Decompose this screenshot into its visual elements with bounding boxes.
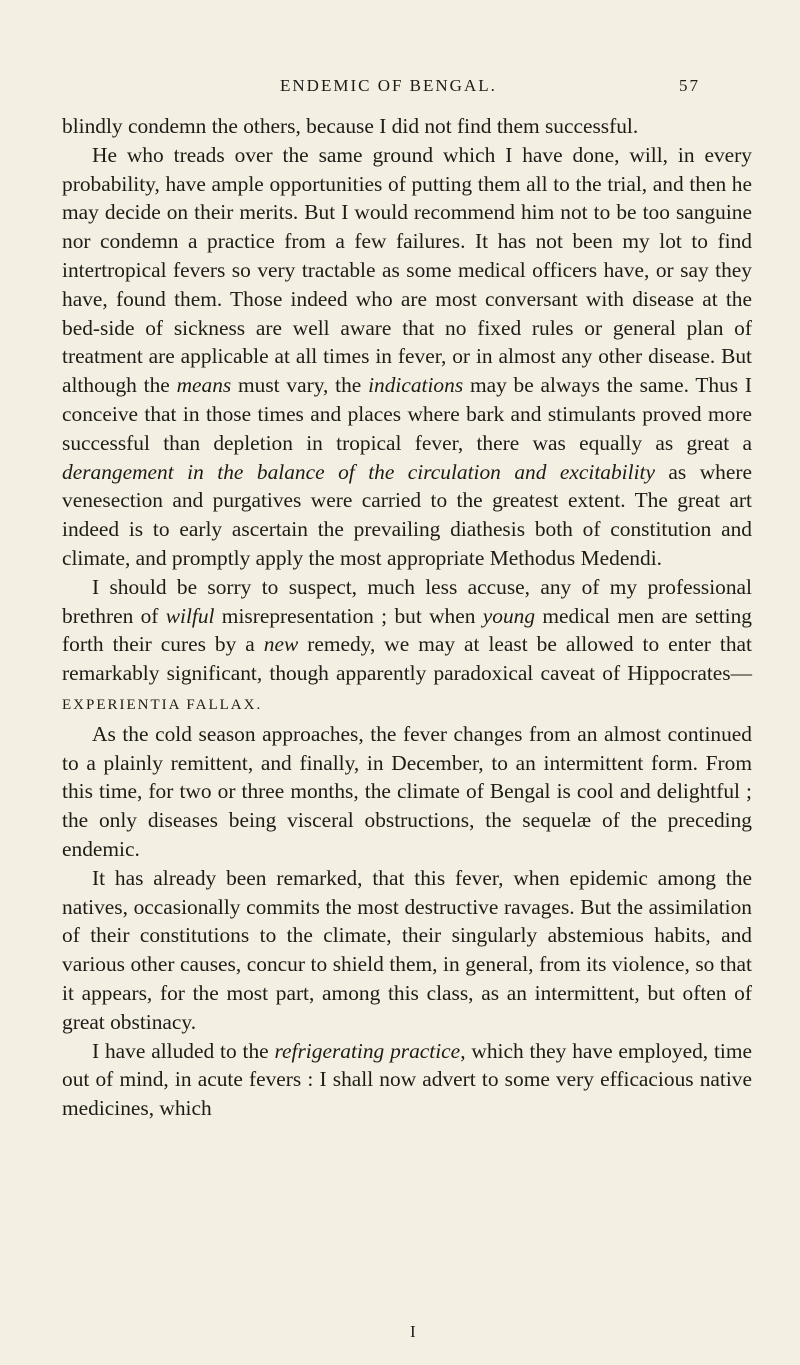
text-run: misrepresentation ; but when [214, 603, 483, 628]
page-number: 57 [679, 76, 700, 95]
italic-phrase: wilful [165, 603, 215, 628]
text-run: I should be sorry to suspect, much less accuse, any of my professional brethren of [62, 574, 752, 628]
text-run: as where venesection and purgatives were carried to the greatest extent. The great art indeed is to early ascertain the prevailing diathesis both of constitution and climate, and promptly apply the most appropriate Methodus Medendi. [62, 459, 752, 570]
running-header [250, 72, 700, 104]
italic-phrase: new [263, 632, 299, 657]
paragraph [62, 720, 752, 864]
small-caps-phrase: EXPERIENTIA FALLAX. [62, 696, 263, 713]
paragraph [62, 141, 752, 573]
text-run: must vary, the [231, 373, 369, 398]
text-run: , which they have employed, time out of mind, in acute fevers : I shall now advert to some very efficacious native medicines, which [62, 1038, 753, 1121]
paragraph [62, 864, 752, 1037]
body-text [62, 112, 752, 1123]
italic-phrase: means [176, 373, 232, 398]
text-run: remedy, we may at least be allowed to enter that remarkably significant, though apparently paradoxical caveat of Hippocrates— [62, 632, 752, 686]
paragraph [62, 573, 752, 720]
italic-phrase: indications [368, 373, 464, 398]
text-run: It has already been remarked, that this fever, when epidemic among the natives, occasionally commits the most destructive ravages. But the assimilation of their constitutions to the climate, their singularly abstemious habits, and various other causes, concur to shield them, in general, from its violence, so that it appears, for the most part, among this class, as an intermittent, but often of great obstinacy. [62, 865, 752, 1034]
italic-phrase: young [482, 603, 536, 628]
paragraph [62, 1037, 752, 1123]
signature-mark: I [410, 1322, 416, 1341]
text-run: He who treads over the same ground which I have done, will, in every probability, have ample opportunities of putting them all to the trial, and then he may decide on their merits. But I would recommend him not to be too sanguine nor condemn a practice from a few failures. It has not been my lot to find intertropical fevers so very tractable as some medical officers have, or say they have, found them. Those indeed who are most conversant with disease at the bed-side of sickness are well aware that no fixed rules or general plan of treatment are applicable at all times in fever, or in almost any other disease. But although the [62, 142, 752, 398]
paragraph [62, 112, 752, 141]
text-run: I have alluded to the [92, 1038, 275, 1063]
text-run: medical men are setting forth their cures by a [62, 603, 753, 657]
text-run: blindly condemn the others, because I did not find them successful. [62, 114, 639, 138]
running-title: ENDEMIC OF BENGAL. [280, 76, 497, 95]
text-run: may be always the same. Thus I conceive that in those times and places where bark and stimulants proved more successful than depletion in tropical fever, there was equally as great a [62, 373, 753, 455]
text-run: As the cold season approaches, the fever changes from an almost continued to a plainly remittent, and finally, in December, to an intermittent form. From this time, for two or three months, the climate of Bengal is cool and delightful ; the only diseases being visceral obstructions, the sequelæ of the preceding endemic. [62, 721, 752, 861]
italic-phrase: derangement in the balance of the circulation and excitability [62, 459, 655, 484]
italic-phrase: refrigerating practice [274, 1038, 461, 1063]
